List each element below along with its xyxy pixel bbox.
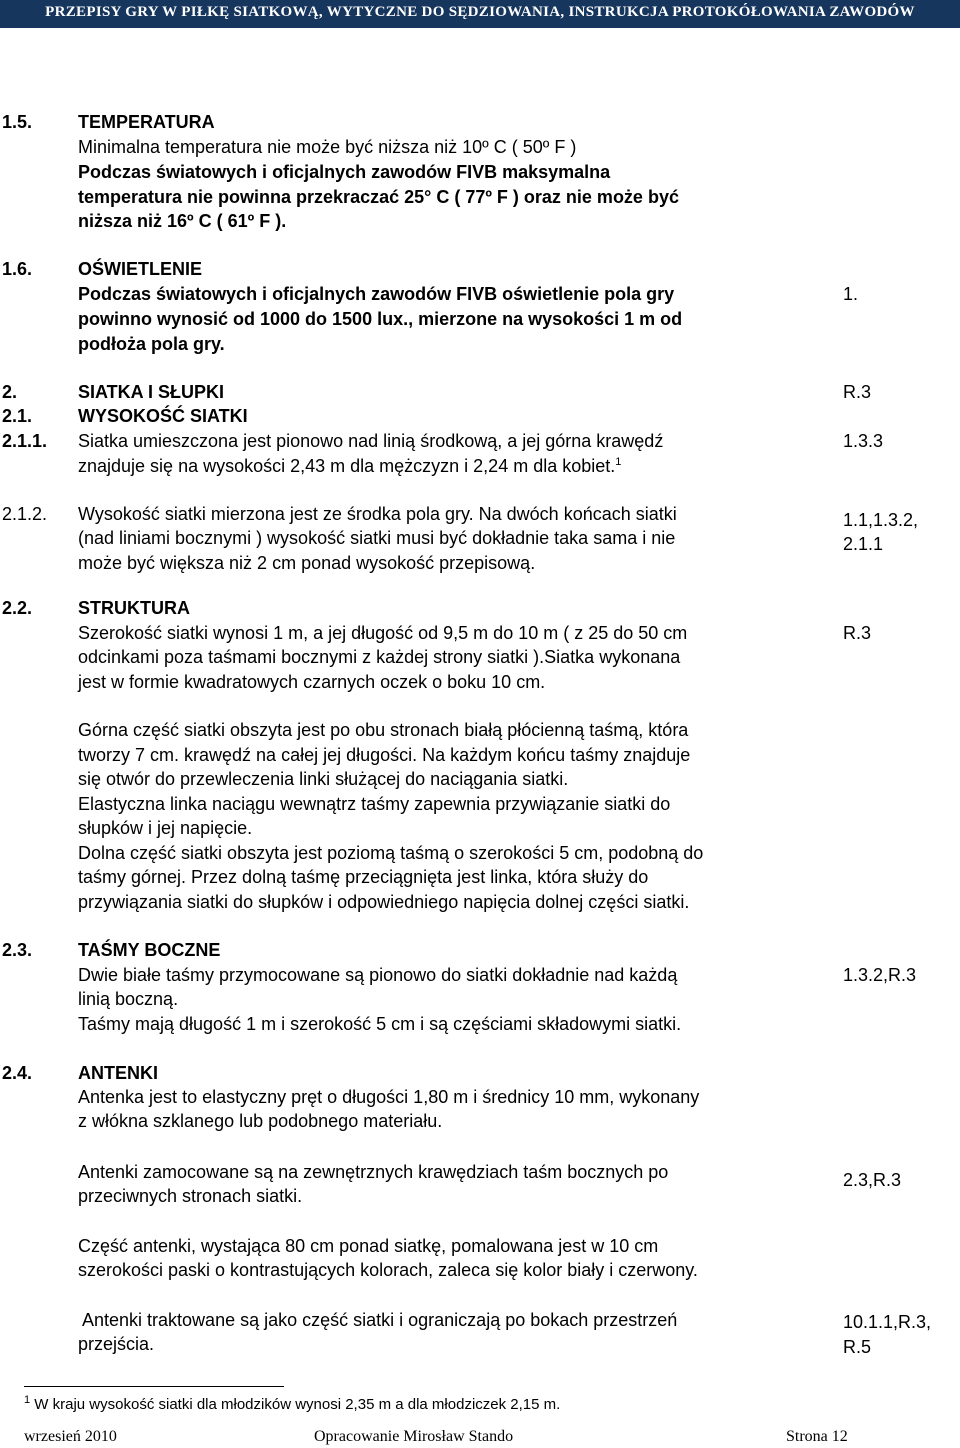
paragraph-line: przywiązania siatki do słupków i odpowiedniego napięcia dolnej części siatki. [78, 892, 690, 912]
footnote [24, 1396, 560, 1413]
margin-reference: 2.3,R.3 [843, 1170, 902, 1190]
paragraph-line: odcinkami poza taśmami bocznymi z każdej strony siatki ).Siatka wykonana [78, 647, 681, 667]
paragraph-line: temperatura nie powinna przekraczać 25° C ( 77º F ) oraz nie może być [78, 187, 679, 207]
paragraph-line: Elastyczna linka naciągu wewnątrz taśmy zapewnia przywiązanie siatki do [78, 794, 671, 814]
footer-author: Opracowanie Mirosław Stando [314, 1428, 514, 1445]
section-title: STRUKTURA [78, 598, 190, 618]
section-title: TAŚMY BOCZNE [78, 940, 221, 960]
margin-reference: 10.1.1,R.3, [843, 1312, 932, 1332]
footer-date: wrzesień 2010 [24, 1428, 117, 1445]
paragraph-line: słupków i jej napięcie. [78, 818, 253, 838]
paragraph-line: przejścia. [78, 1334, 155, 1354]
paragraph-line: się otwór do przewleczenia linki służącej do naciągania siatki. [78, 769, 569, 789]
paragraph-line: jest w formie kwadratowych czarnych oczek o boku 10 cm. [78, 672, 546, 692]
paragraph-line: Górna część siatki obszyta jest po obu stronach białą płócienną taśmą, która [78, 720, 689, 740]
paragraph-line: Taśmy mają długość 1 m i szerokość 5 cm i są częściami składowymi siatki. [78, 1014, 682, 1034]
paragraph-line: Dwie białe taśmy przymocowane są pionowo do siatki dokładnie nad każdą [78, 965, 678, 985]
paragraph-line: tworzy 7 cm. krawędź na całej jej długości. Na każdym końcu taśmy znajduje [78, 745, 691, 765]
margin-reference: R.5 [843, 1337, 872, 1357]
paragraph-line: Antenki traktowane są jako część siatki i ograniczają po bokach przestrzeń [82, 1310, 678, 1330]
margin-reference: 1.1,1.3.2, [843, 510, 919, 530]
paragraph-line: Siatka umieszczona jest pionowo nad linią środkową, a jej górna krawędź [78, 431, 664, 451]
margin-reference: 1. [843, 284, 859, 304]
margin-reference: R.3 [843, 382, 872, 402]
section-number: 2.2. [2, 598, 33, 618]
section-title: SIATKA I SŁUPKI [78, 382, 225, 402]
paragraph-line: taśmy górnej. Przez dolną taśmę przeciągnięta jest linka, która służy do [78, 867, 649, 887]
section-number: 2.4. [2, 1063, 33, 1083]
footer-page: Strona 12 [786, 1428, 848, 1445]
footnote-text: W kraju wysokość siatki dla młodzików wynosi 2,35 m a dla młodziczek 2,15 m. [34, 1396, 561, 1413]
paragraph-line: podłoża pola gry. [78, 334, 225, 354]
margin-reference: 1.3.2,R.3 [843, 965, 917, 985]
paragraph-text: znajduje się na wysokości 2,43 m dla mężczyzn i 2,24 m dla kobiet. [78, 456, 616, 476]
paragraph-line: Część antenki, wystająca 80 cm ponad siatkę, pomalowana jest w 10 cm [78, 1236, 659, 1256]
margin-reference: R.3 [843, 623, 872, 643]
paragraph-line: z włókna szklanego lub podobnego materiału. [78, 1111, 443, 1131]
section-number: 2.1.2. [2, 504, 48, 524]
paragraph-line: niższa niż 16º C ( 61º F ). [78, 211, 287, 231]
paragraph-line: Podczas światowych i oficjalnych zawodów FIVB oświetlenie pola gry [78, 284, 675, 304]
section-number: 2.1. [2, 406, 33, 426]
paragraph-line [78, 456, 621, 477]
paragraph-line: Dolna część siatki obszyta jest poziomą taśmą o szerokości 5 cm, podobną do [78, 843, 704, 863]
paragraph-line: Antenki zamocowane są na zewnętrznych krawędziach taśm bocznych po [78, 1162, 669, 1182]
paragraph-line: Minimalna temperatura nie może być niższa niż 10º C ( 50º F ) [78, 137, 577, 157]
section-title: OŚWIETLENIE [78, 259, 203, 279]
margin-reference: 2.1.1 [843, 534, 884, 554]
paragraph-line: przeciwnych stronach siatki. [78, 1186, 303, 1206]
running-header: PRZEPISY GRY W PIŁKĘ SIATKOWĄ, WYTYCZNE DO SĘDZIOWANIA, INSTRUKCJA PROTOKÓŁOWANIA ZAWODÓW [45, 4, 915, 20]
margin-reference: 1.3.3 [843, 431, 884, 451]
paragraph-line: (nad liniami bocznymi ) wysokość siatki musi być dokładnie taka sama i nie [78, 528, 676, 548]
section-title: ANTENKI [78, 1063, 158, 1083]
section-number: 1.5. [2, 112, 33, 132]
footnote-mark: 1 [615, 456, 622, 468]
paragraph-line: Podczas światowych i oficjalnych zawodów FIVB maksymalna [78, 162, 611, 182]
paragraph-line: linią boczną. [78, 989, 179, 1009]
paragraph-line: powinno wynosić od 1000 do 1500 lux., mierzone na wysokości 1 m od [78, 309, 683, 329]
footnote-separator [24, 1386, 284, 1387]
paragraph-line: Szerokość siatki wynosi 1 m, a jej długość od 9,5 m do 10 m ( z 25 do 50 cm [78, 623, 688, 643]
footnote-mark: 1 [24, 1394, 31, 1406]
paragraph-line: szerokości paski o kontrastujących kolorach, zaleca się kolor biały i czerwony. [78, 1260, 698, 1280]
paragraph-line: może być większa niż 2 cm ponad wysokość przepisową. [78, 553, 536, 573]
section-title: TEMPERATURA [78, 112, 215, 132]
paragraph-line: Antenka jest to elastyczny pręt o długości 1,80 m i średnicy 10 mm, wykonany [78, 1087, 700, 1107]
section-number: 2.3. [2, 940, 33, 960]
section-number: 2.1.1. [2, 431, 48, 451]
section-number: 2. [2, 382, 18, 402]
section-number: 1.6. [2, 259, 33, 279]
paragraph-line: Wysokość siatki mierzona jest ze środka pola gry. Na dwóch końcach siatki [78, 504, 677, 524]
section-title: WYSOKOŚĆ SIATKI [78, 406, 248, 426]
